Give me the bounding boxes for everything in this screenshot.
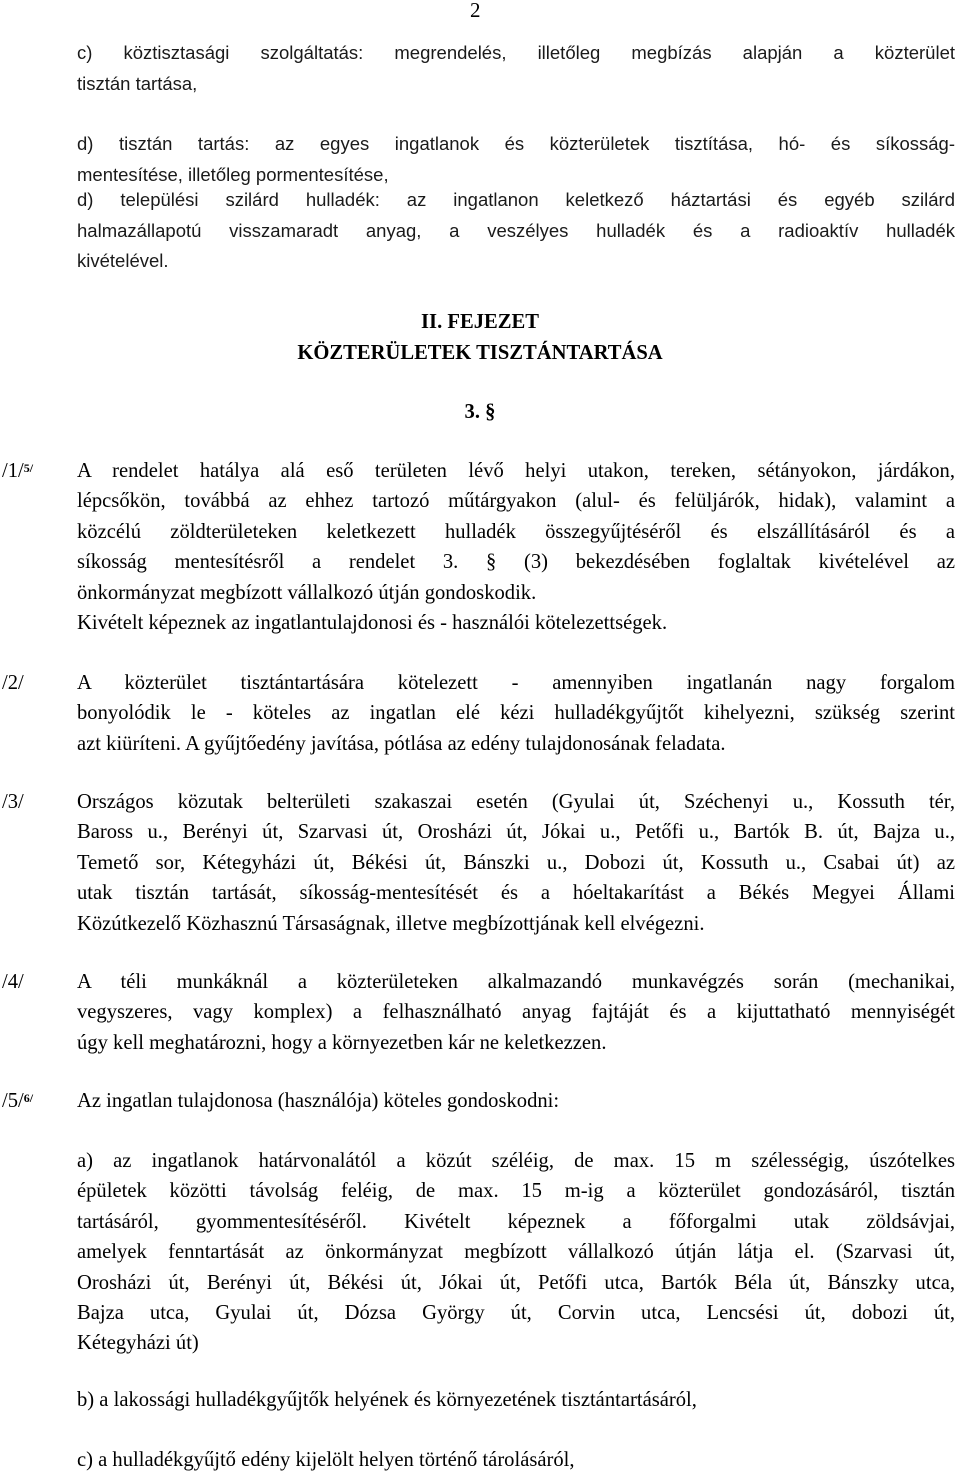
definition-d-waste	[77, 185, 955, 277]
item-c	[77, 1445, 955, 1475]
text-line: azt kiüríteni. A gyűjtőedény javítása, pótlása az edény tulajdonosának feladata.	[77, 732, 726, 755]
text-line: tartásáról, gyommentesítéséről. Kivételt képeznek a főforgalmi utak zöldsávjai,	[77, 1210, 955, 1233]
text-line: A téli munkáknál a közterületeken alkalmazandó munkavégzés során (mechanikai,	[77, 971, 955, 993]
text-line: úgy kell meghatározni, hogy a környezetben kár ne keletkezzen.	[77, 1031, 607, 1054]
paragraph-marker-3: /3/	[2, 791, 24, 813]
text-line: Orosházi út, Berényi út, Békési út, Jókai út, Petőfi utca, Bartók Béla út, Bánszky utca,	[77, 1271, 955, 1294]
text-line: Temető sor, Kétegyházi út, Békési út, Bánszki u., Dobozi út, Kossuth u., Csabai út) az	[77, 851, 955, 874]
text-line: d) tisztán tartás: az egyes ingatlanok és közterületek tisztítása, hó- és síkosság-	[77, 133, 955, 154]
text-line: Országos közutak belterületi szakaszai esetén (Gyulai út, Széchenyi u., Kossuth tér,	[77, 791, 955, 813]
text-line: Kétegyházi út)	[77, 1332, 199, 1355]
text-line: mentesítése, illetőleg pormentesítése,	[77, 163, 389, 185]
footnote-ref: 5/	[23, 461, 34, 475]
chapter-title: KÖZTERÜLETEK TISZTÁNTARTÁSA	[297, 342, 663, 364]
text-line: közcélú zöldterületeken keletkezett hulladék összegyűjtéséről és elszállításáról és a	[77, 520, 955, 543]
text-line: Közútkezelő Közhasznú Társaságnak, illetve megbízottjának kell elvégezni.	[77, 912, 705, 935]
page-number: 2	[470, 0, 481, 22]
chapter-number: II. FEJEZET	[421, 311, 539, 333]
text-line: b) a lakossági hulladékgyűjtők helyének és környezetének tisztántartásáról,	[77, 1389, 697, 1411]
text-line: Baross u., Berényi út, Szarvasi út, Orosházi út, Jókai u., Petőfi u., Bartók B. út, Bajza u.,	[77, 821, 955, 844]
text-line: lépcsőkön, továbbá az ehhez tartozó műtárgyakon (alul- és felüljárók, hidak), valamint a	[77, 490, 955, 513]
text-line: utak tisztán tartását, síkosság-mentesítését és a hóeltakarítást a Békés Megyei Állami	[77, 882, 955, 905]
paragraph-marker-2: /2/	[2, 672, 24, 694]
text-line: Bajza utca, Gyulai út, Dózsa György út, Corvin utca, Lencsési út, dobozi út,	[77, 1302, 955, 1325]
text-line: c) a hulladékgyűjtő edény kijelölt helyen történő tárolásáról,	[77, 1449, 575, 1471]
text-line: tisztán tartása,	[77, 72, 198, 94]
footnote-ref: 6/	[23, 1091, 34, 1105]
text-line: Kivételt képeznek az ingatlantulajdonosi és - használói kötelezettségek.	[77, 612, 668, 635]
text-line: Az ingatlan tulajdonosa (használója) köteles gondoskodni:	[77, 1090, 560, 1112]
text-line: épületek közötti távolság feléig, de max. 15 m-ig a közterület gondozásáról, tisztán	[77, 1180, 955, 1203]
definition-d-cleaning	[77, 129, 955, 190]
text-line: d) települési szilárd hulladék: az ingatlanon keletkező háztartási és egyéb szilárd	[77, 189, 955, 210]
paragraph-2	[77, 668, 955, 759]
paragraph-marker-5: /5/$^{6/}$	[2, 1090, 34, 1112]
text-line: kivételével.	[77, 250, 169, 272]
text-line: vegyszeres, vagy komplex) a felhasználható anyag fajtáját és a kijuttatható mennyiségét	[77, 1001, 955, 1024]
text-line: c) köztisztasági szolgáltatás: megrendelés, illetőleg megbízás alapján a közterület	[77, 42, 955, 63]
paragraph-marker-1: /1/$^{5/}$	[2, 460, 34, 482]
text-line: síkosság mentesítésről a rendelet 3. § (3) bekezdésében foglaltak kivételével az	[77, 551, 955, 574]
paragraph-marker-4: /4/	[2, 971, 24, 993]
paragraph-3	[77, 787, 955, 939]
text-line: önkormányzat megbízott vállalkozó útján gondoskodik.	[77, 581, 537, 604]
definition-c	[77, 38, 955, 99]
text-line: A rendelet hatálya alá eső területen lévő helyi utakon, tereken, sétányokon, járdákon,	[77, 460, 955, 482]
paragraph-1	[77, 456, 955, 638]
text-line: bonyolódik le - köteles az ingatlan elé kézi hulladékgyűjtőt kihelyezni, szükség szerint	[77, 702, 955, 725]
text-line: A közterület tisztántartására kötelezett - amennyiben ingatlanán nagy forgalom	[77, 672, 955, 694]
section-number: 3. §	[464, 401, 496, 423]
item-b	[77, 1385, 955, 1415]
paragraph-5	[77, 1086, 955, 1116]
text-line: a) az ingatlanok határvonalától a közút széléig, de max. 15 m szélességig, úszótelkes	[77, 1150, 955, 1172]
paragraph-4	[77, 967, 955, 1058]
item-a	[77, 1146, 955, 1359]
text-line: halmazállapotú visszamaradt anyag, a veszélyes hulladék és a radioaktív hulladék	[77, 219, 955, 241]
text-line: amelyek fenntartását az önkormányzat megbízott vállalkozó útján látja el. (Szarvasi út,	[77, 1241, 955, 1264]
